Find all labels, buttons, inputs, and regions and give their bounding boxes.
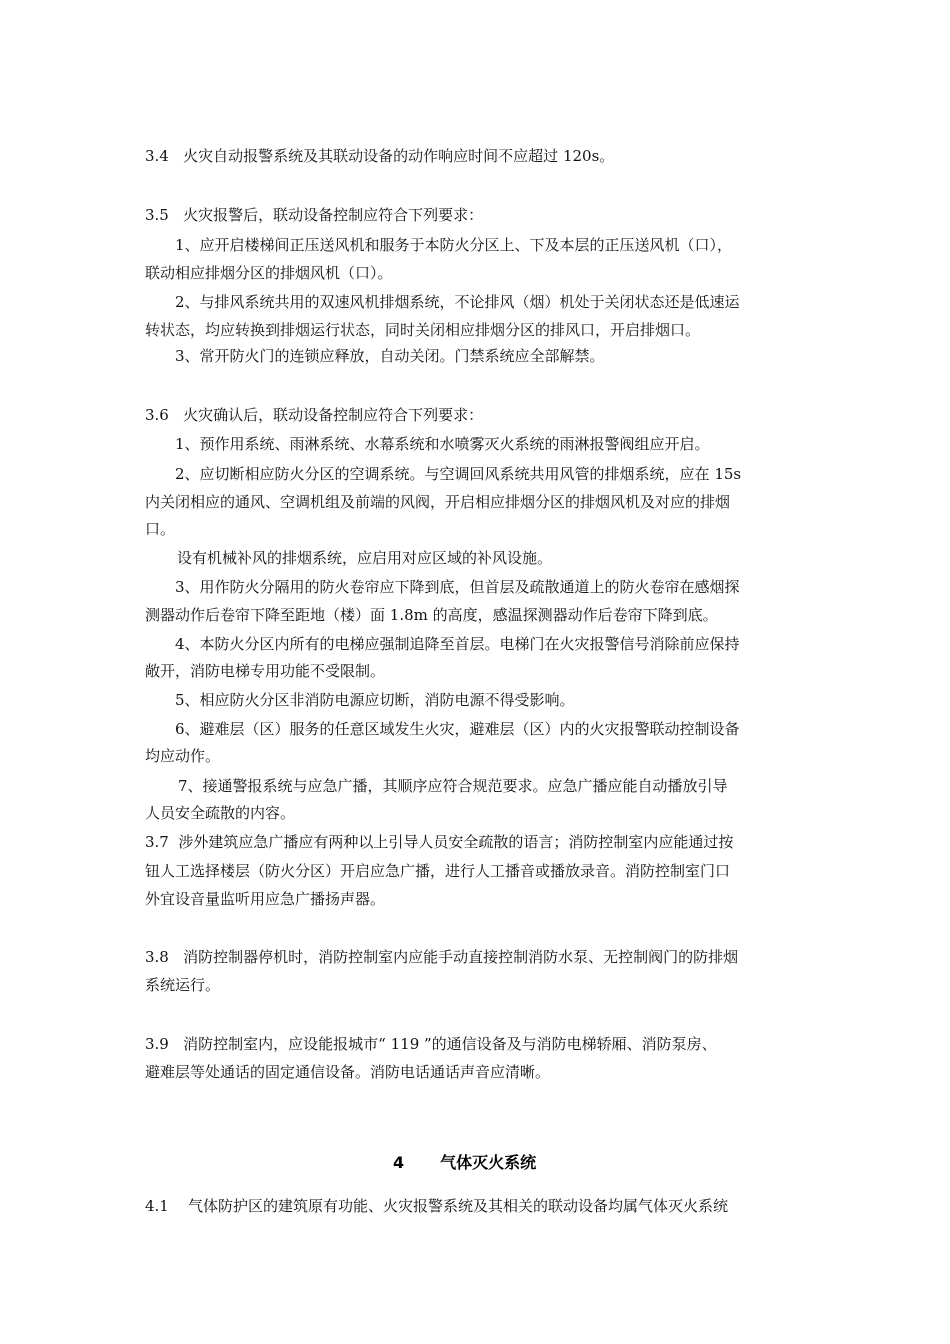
section-text: 消防控制室内，应设能报城市“ 119 ”的通信设备及与消防电梯轿厢、消防泵房、	[183, 1035, 717, 1053]
section-text: 火灾自动报警系统及其联动设备的动作响应时间不应超过 120s。	[183, 147, 615, 165]
section-4-1	[145, 1196, 728, 1216]
section-text-continued: 钮人工选择楼层（防火分区）开启应急广播，进行人工播音或播放录音。消防控制室门口	[145, 862, 731, 880]
list-item: 3、常开防火门的连锁应释放，自动关闭。门禁系统应全部解禁。	[175, 347, 605, 365]
section-number: 3.8	[145, 948, 169, 966]
list-item-continued: 口。	[145, 520, 176, 538]
list-item: 2、与排风系统共用的双速风机排烟系统，不论排风（烟）机处于关闭状态还是低速运	[175, 293, 740, 311]
section-number: 3.9	[145, 1035, 169, 1053]
section-3-9	[145, 1034, 717, 1054]
section-number: 3.5	[145, 206, 169, 224]
chapter-heading	[393, 1150, 536, 1173]
section-text: 气体防护区的建筑原有功能、火灾报警系统及其相关的联动设备均属气体灭火系统	[187, 1197, 728, 1215]
section-text: 火灾确认后，联动设备控制应符合下列要求：	[183, 406, 484, 424]
list-item: 6、避难层（区）服务的任意区域发生火灾，避难层（区）内的火灾报警联动控制设备	[175, 720, 740, 738]
list-item: 7、接通警报系统与应急广播，其顺序应符合规范要求。应急广播应能自动播放引导	[178, 777, 728, 795]
section-3-6	[145, 405, 483, 425]
note-text: 设有机械补风的排烟系统，应启用对应区域的补风设施。	[177, 549, 553, 567]
section-text-continued: 外宜设音量监听用应急广播扬声器。	[145, 890, 386, 908]
section-number: 3.4	[145, 147, 169, 165]
list-item-continued: 转状态，均应转换到排烟运行状态，同时关闭相应排烟分区的排风口，开启排烟口。	[145, 321, 701, 339]
list-item-continued: 内关闭相应的通风、空调机组及前端的风阀，开启相应排烟分区的排烟风机及对应的排烟	[145, 493, 731, 511]
chapter-number: 4	[393, 1153, 405, 1172]
list-item-continued: 联动相应排烟分区的排烟风机（口）。	[145, 264, 393, 282]
chapter-title: 气体灭火系统	[440, 1153, 537, 1172]
section-3-4	[145, 146, 614, 166]
list-item: 5、相应防火分区非消防电源应切断，消防电源不得受影响。	[175, 691, 575, 709]
list-item-continued: 均应动作。	[145, 747, 221, 765]
list-item-continued: 测器动作后卷帘下降至距地（楼）面 1.8m 的高度，感温探测器动作后卷帘下降到底。	[145, 606, 718, 624]
section-number: 3.7	[145, 833, 169, 851]
section-text-continued: 系统运行。	[145, 976, 221, 994]
list-item: 3、用作防火分隔用的防火卷帘应下降到底，但首层及疏散通道上的防火卷帘在感烟探	[175, 578, 740, 596]
section-3-7	[145, 832, 733, 852]
section-number: 4.1	[145, 1197, 169, 1215]
section-3-8	[145, 947, 738, 967]
section-text-continued: 避难层等处通话的固定通信设备。消防电话通话声音应清晰。	[145, 1063, 551, 1081]
section-text: 火灾报警后，联动设备控制应符合下列要求：	[183, 206, 484, 224]
section-text: 涉外建筑应急广播应有两种以上引导人员安全疏散的语言；消防控制室内应能通过按	[178, 833, 734, 851]
section-number: 3.6	[145, 406, 169, 424]
list-item-continued: 人员安全疏散的内容。	[145, 804, 296, 822]
list-item: 1、预作用系统、雨淋系统、水幕系统和水喷雾灭火系统的雨淋报警阀组应开启。	[175, 435, 710, 453]
section-text: 消防控制器停机时，消防控制室内应能手动直接控制消防水泵、无控制阀门的防排烟	[183, 948, 739, 966]
list-item: 1、应开启楼梯间正压送风机和服务于本防火分区上、下及本层的正压送风机（口），	[175, 236, 733, 254]
list-item: 4、本防火分区内所有的电梯应强制追降至首层。电梯门在火灾报警信号消除前应保持	[175, 635, 740, 653]
list-item: 2、应切断相应防火分区的空调系统。与空调回风系统共用风管的排烟系统，应在 15s	[175, 465, 742, 483]
section-3-5	[145, 205, 483, 225]
list-item-continued: 敞开，消防电梯专用功能不受限制。	[145, 662, 386, 680]
